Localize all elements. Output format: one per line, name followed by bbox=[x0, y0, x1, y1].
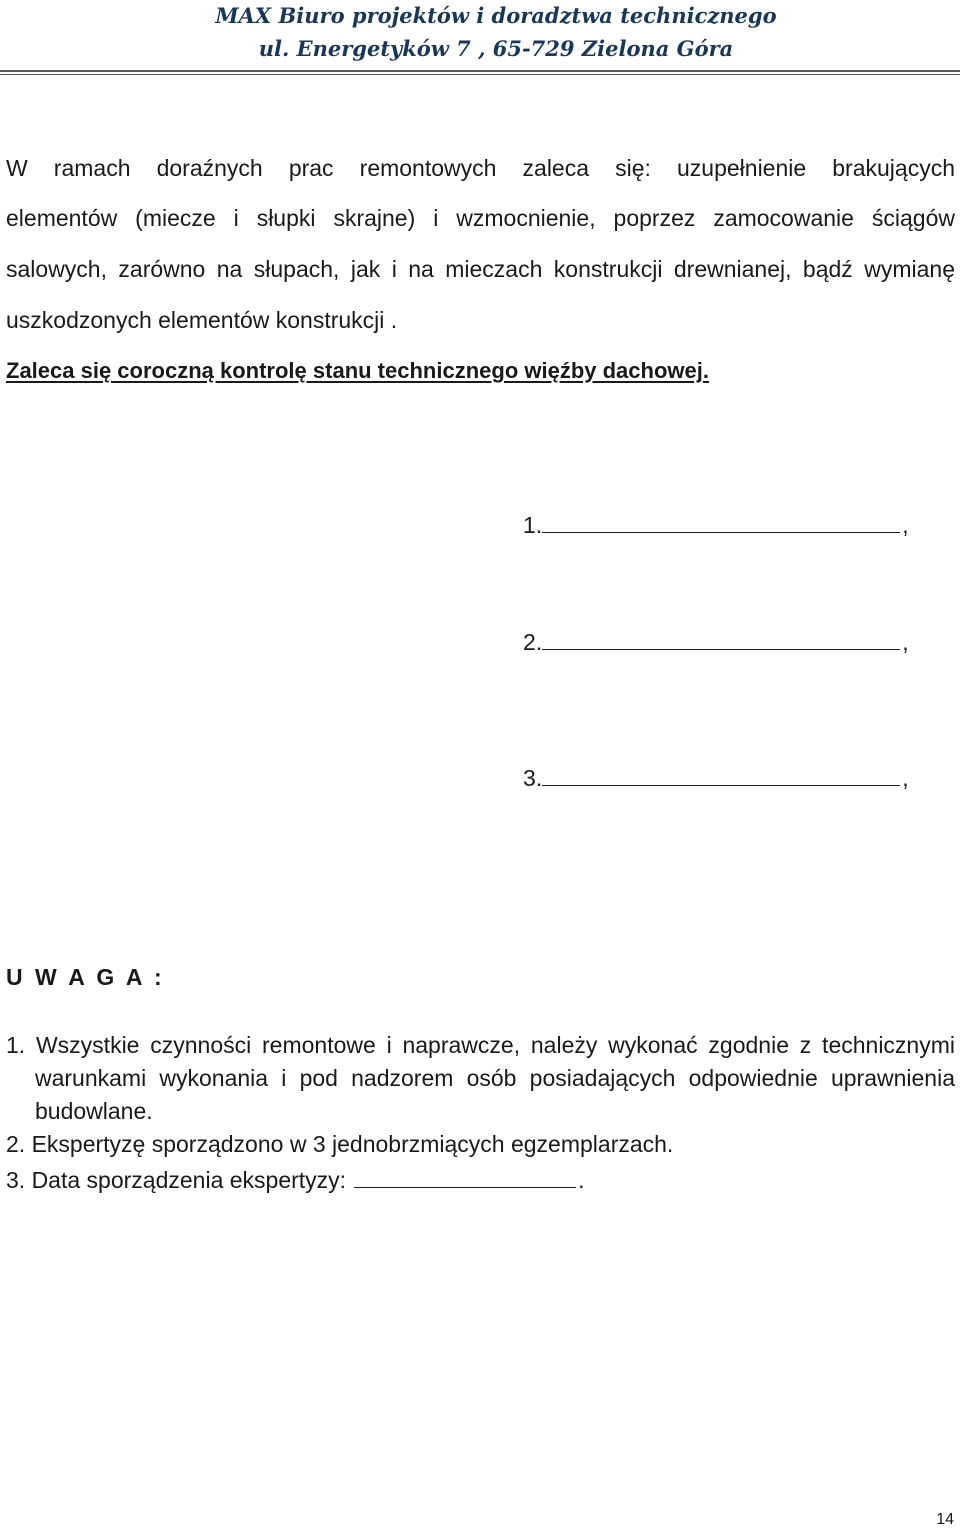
body-line-3: salowych, zarówno na słupach, jak i na mieczach konstrukcji drewnianej, bądź wymianę bbox=[6, 256, 955, 282]
note-3 bbox=[6, 1165, 584, 1194]
body-line-1: W ramach doraźnych prac remontowych zaleca się: uzupełnienie brakujących bbox=[6, 155, 955, 181]
note-1-line-3: budowlane. bbox=[35, 1098, 153, 1124]
date-blank bbox=[354, 1165, 576, 1188]
signature-line-1 bbox=[523, 510, 909, 539]
note-1-line-2: warunkami wykonania i pod nadzorem osób posiadających odpowiednie uprawnienia bbox=[35, 1065, 955, 1091]
header-divider bbox=[0, 70, 960, 75]
signature-suffix: , bbox=[902, 512, 909, 538]
signature-number: 1. bbox=[523, 512, 543, 538]
signature-number: 2. bbox=[523, 629, 543, 655]
signature-suffix: , bbox=[902, 765, 909, 791]
signature-number: 3. bbox=[523, 765, 543, 791]
page-header bbox=[0, 0, 960, 80]
company-name: MAX Biuro projektów i doradztwa technicznego bbox=[215, 3, 777, 28]
body-line-2: elementów (miecze i słupki skrajne) i wzmocnienie, poprzez zamocowanie ściągów bbox=[6, 205, 955, 231]
signature-suffix: , bbox=[902, 629, 909, 655]
company-address: ul. Energetyków 7 , 65-729 Zielona Góra bbox=[258, 36, 734, 61]
note-2: 2. Ekspertyzę sporządzono w 3 jednobrzmiących egzemplarzach. bbox=[6, 1131, 674, 1157]
signature-blank bbox=[542, 763, 900, 786]
body-line-4: uszkodzonych elementów konstrukcji . bbox=[6, 307, 398, 333]
signature-blank bbox=[542, 627, 900, 650]
signature-line-2 bbox=[523, 627, 909, 656]
signature-blank bbox=[542, 510, 900, 533]
page-number: 14 bbox=[936, 1511, 954, 1528]
signature-line-3 bbox=[523, 763, 909, 792]
note-1-line-1: 1. Wszystkie czynności remontowe i naprawcze, należy wykonać zgodnie z technicznymi bbox=[6, 1032, 955, 1058]
recommendation: Zaleca się coroczną kontrolę stanu technicznego więźby dachowej. bbox=[6, 358, 709, 383]
notes-heading: U W A G A : bbox=[6, 964, 165, 990]
date-suffix: . bbox=[578, 1167, 585, 1193]
date-label: 3. Data sporządzenia ekspertyzy: bbox=[6, 1167, 347, 1193]
